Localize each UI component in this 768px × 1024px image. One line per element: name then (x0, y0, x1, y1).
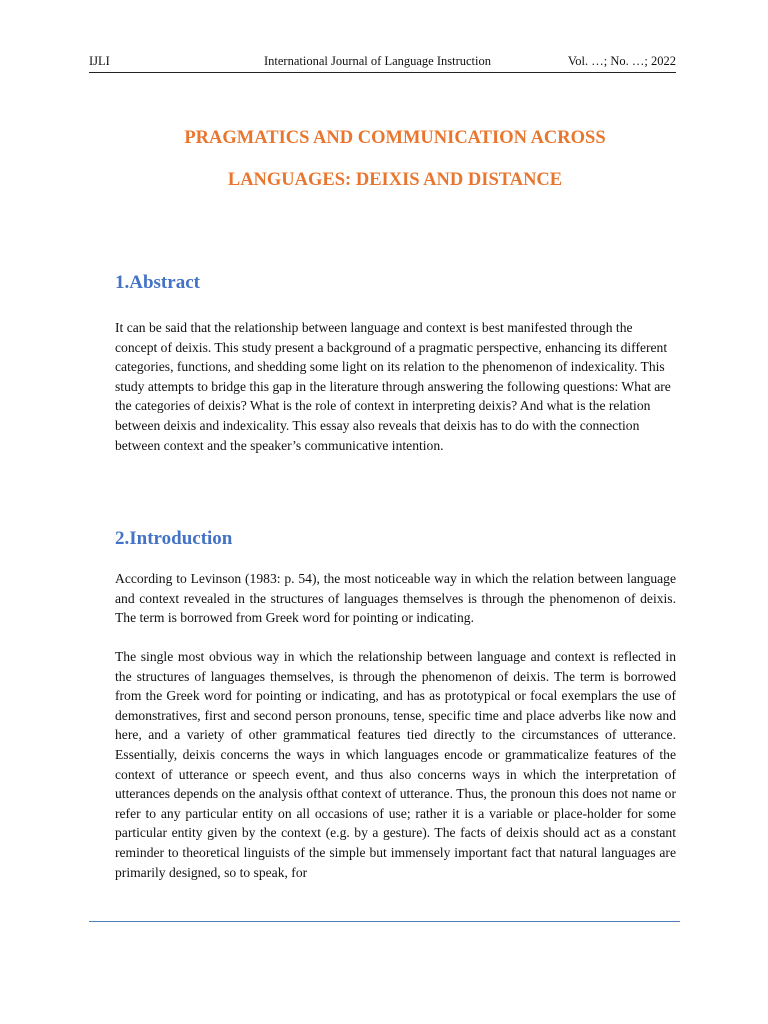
paper-title-line-1: PRAGMATICS AND COMMUNICATION ACROSS (184, 128, 606, 148)
introduction-heading: 2.Introduction (115, 528, 233, 549)
abstract-text: It can be said that the relationship between language and context is best manifested through the concept of deixis. This study present a background of a pragmatic perspective, enhancing its different categories, functions, and shedding some light on its relation to the phenomenon of indexicality. This study attempts to bridge this gap in the literature through answering the following questions: What are the categories of deixis? What is the role of context in interpreting deixis? And what is the relation between deixis and indexicality. This essay also reveals that deixis has to do with the connection between context and the speaker’s communicative intention. (115, 320, 671, 453)
introduction-paragraph-1: According to Levinson (1983: p. 54), the most noticeable way in which the relation between language and context revealed in the structures of languages themselves is through the phenomenon of deixis. The term is borrowed from Greek word for pointing or indicating. (115, 571, 676, 626)
paper-title-line-2: LANGUAGES: DEIXIS AND DISTANCE (227, 170, 563, 190)
introduction-paragraph-2: The single most obvious way in which the relationship between language and context is reflected in the structures of languages themselves, is through the phenomenon of deixis. The term is borrowed from the Greek word for pointing or indicating, and has as prototypical or focal exemplars the use of demonstratives, first and second person pronouns, tense, specific time and place adverbs like now and here, and a variety of other grammatical features tied directly to the circumstances of utterance. Essentially, deixis concerns the ways in which languages encode or grammaticalize features of the context of utterance or speech event, and thus also concerns ways in which the interpretation of utterances depends on the analysis ofthat context of utterance. Thus, the pronoun this does not name or refer to any particular entity on all occasions of use; rather it is a variable or place-holder for some particular entity given by the context (e.g. by a gesture). The facts of deixis should act as a constant reminder to theoretical linguists of the simple but immensely important fact that natural languages are primarily designed, so to speak, for (115, 649, 676, 880)
footer-divider (89, 921, 680, 922)
volume-info: Vol. …; No. …; 2022 (567, 54, 676, 68)
journal-name: International Journal of Language Instruction (264, 54, 492, 68)
abstract-heading: 1.Abstract (115, 272, 200, 293)
journal-abbreviation: IJLI (89, 54, 110, 68)
running-header (89, 52, 676, 73)
